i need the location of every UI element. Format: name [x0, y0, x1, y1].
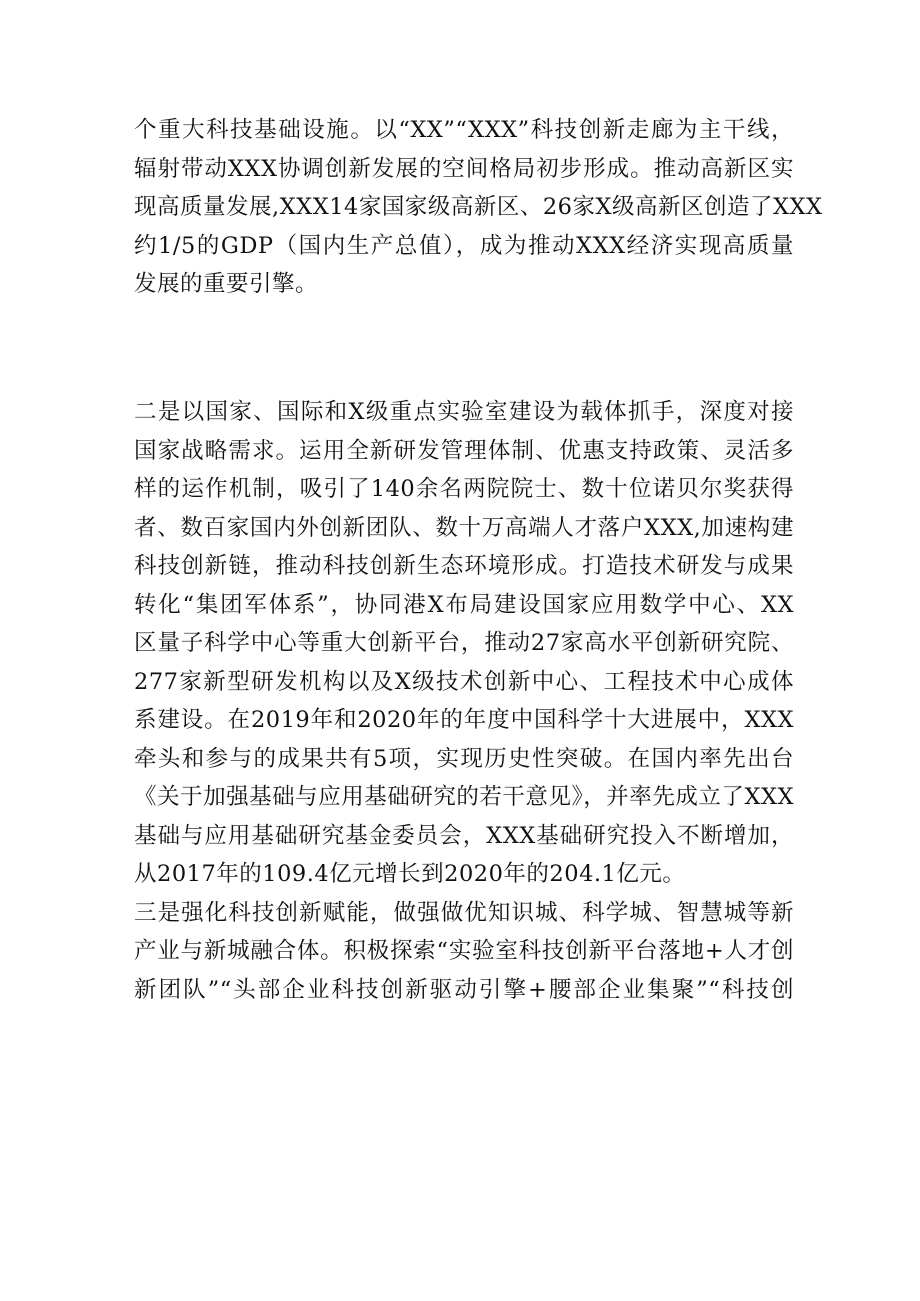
text-line: 现高质量发展,XXX14家国家级高新区、26家X级高新区创造了XXX — [134, 194, 823, 220]
text-line: 科技创新链，推动科技创新生态环境形成。打造技术研发与成果 — [134, 553, 794, 579]
text-line: 样的运作机制，吸引了140余名两院院士、数十位诺贝尔奖获得 — [134, 476, 794, 502]
text-line: 发展的重要引擎。 — [134, 271, 319, 297]
text-line: 者、数百家国内外创新团队、数十万高端人才落户XXX,加速构建 — [134, 514, 794, 541]
text-line: 基础与应用基础研究基金委员会，XXX基础研究投入不断增加， — [134, 822, 794, 849]
text-line: 三是强化科技创新赋能，做强做优知识城、科学城、智慧城等新 — [134, 899, 794, 926]
text-line: 国家战略需求。运用全新研发管理体制、优惠支持政策、灵活多 — [134, 437, 794, 464]
text-line: 约1/5的GDP（国内生产总值），成为推动XXX经济实现高质量 — [134, 232, 794, 259]
text-line: 个重大科技基础设施。以“XX”“XXX”科技创新走廊为主干线， — [134, 117, 794, 143]
paragraph-block-1 — [134, 111, 823, 304]
text-line: 区量子科学中心等重大创新平台，推动27家高水平创新研究院、 — [134, 630, 794, 656]
text-line: 277家新型研发机构以及X级技术创新中心、工程技术中心成体 — [134, 668, 794, 695]
text-line: 产业与新城融合体。积极探索“实验室科技创新平台落地+人才创 — [134, 938, 794, 964]
text-line: 转化“集团军体系”，协同港X布局建设国家应用数学中心、XX — [134, 591, 794, 618]
paragraph-block-2 — [134, 393, 794, 1009]
text-line: 新团队”“头部企业科技创新驱动引擎+腰部企业集聚”“科技创 — [134, 976, 794, 1003]
text-line: 牵头和参与的成果共有5项，实现历史性突破。在国内率先出台 — [134, 745, 794, 772]
text-line: 系建设。在2019年和2020年的年度中国科学十大进展中，XXX — [134, 707, 794, 733]
text-line: 二是以国家、国际和X级重点实验室建设为载体抓手，深度对接 — [134, 399, 794, 425]
text-line: 从2017年的109.4亿元增长到2020年的204.1亿元。 — [134, 861, 686, 887]
text-line: 辐射带动XXX协调创新发展的空间格局初步形成。推动高新区实 — [134, 155, 794, 182]
text-line: 《关于加强基础与应用基础研究的若干意见》，并率先成立了XXX — [134, 784, 794, 810]
